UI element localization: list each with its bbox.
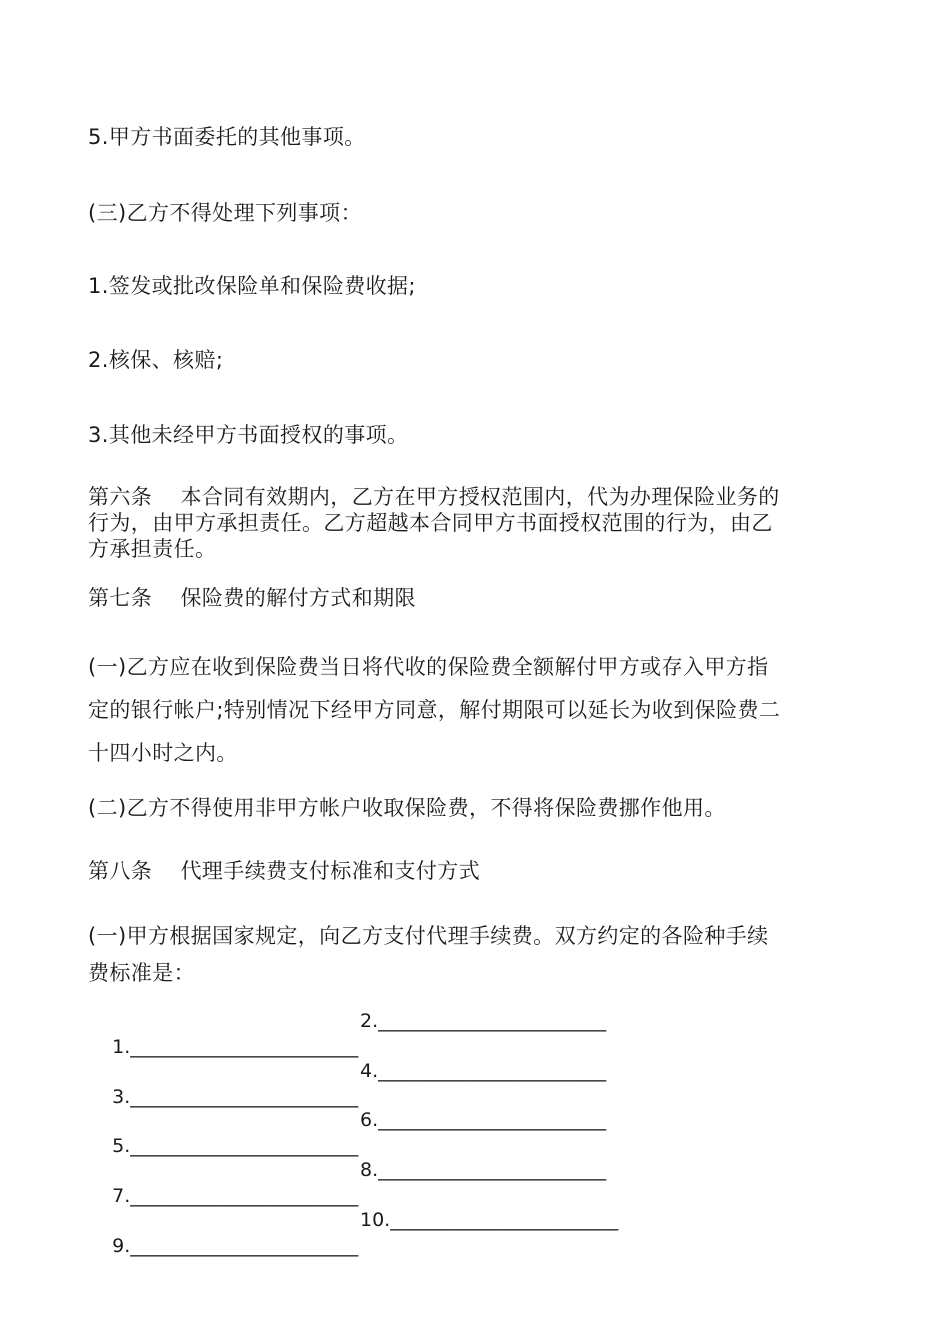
article-6-line: 行为，由甲方承担责任。乙方超越本合同甲方书面授权范围的行为，由乙 — [88, 511, 773, 535]
fee-blank-field[interactable]: 4.________________________ — [360, 1060, 607, 1082]
article-8-title: 第八条 代理手续费支付标准和支付方式 — [88, 859, 481, 883]
item-prohibited-2: 2.核保、核赔; — [88, 348, 224, 372]
article-7-title: 第七条 保险费的解付方式和期限 — [88, 586, 416, 610]
article-8-clause-1-line: (一)甲方根据国家规定，向乙方支付代理手续费。双方约定的各险种手续 — [88, 924, 769, 948]
article-7-clause-1 — [88, 646, 863, 775]
article-8-clause-1-line: 费标准是： — [88, 961, 195, 985]
article-7-clause-2: (二)乙方不得使用非甲方帐户收取保险费，不得将保险费挪作他用。 — [88, 796, 726, 820]
article-6 — [88, 484, 863, 562]
fee-blank-row — [88, 1207, 619, 1311]
fee-blank-field[interactable]: 7.________________________ — [112, 1185, 359, 1207]
fee-blank-field[interactable]: 6.________________________ — [360, 1109, 607, 1131]
article-7-clause-1-line: 定的银行帐户;特别情况下经甲方同意，解付期限可以延长为收到保险费二 — [88, 698, 781, 722]
fee-blank-field[interactable]: 3.________________________ — [112, 1086, 359, 1108]
article-6-line: 方承担责任。 — [88, 537, 217, 561]
fee-blank-field[interactable]: 10.________________________ — [360, 1209, 619, 1231]
item-prohibited-3: 3.其他未经甲方书面授权的事项。 — [88, 423, 409, 447]
article-7-clause-1-line: 十四小时之内。 — [88, 741, 238, 765]
fee-blank-field[interactable]: 1.________________________ — [112, 1036, 359, 1058]
article-7-clause-1-line: (一)乙方应在收到保险费当日将代收的保险费全额解付甲方或存入甲方指 — [88, 655, 769, 679]
fee-blank-field[interactable]: 9.________________________ — [112, 1235, 359, 1257]
fee-blank-field[interactable]: 2.________________________ — [360, 1010, 607, 1032]
article-8-clause-1 — [88, 918, 863, 992]
article-6-line: 第六条 本合同有效期内，乙方在甲方授权范围内，代为办理保险业务的 — [88, 485, 780, 509]
item-other-matters: 5.甲方书面委托的其他事项。 — [88, 125, 366, 149]
fee-blank-field[interactable]: 5.________________________ — [112, 1135, 359, 1157]
section-prohibited-heading: (三)乙方不得处理下列事项： — [88, 201, 362, 225]
item-prohibited-1: 1.签发或批改保险单和保险费收据; — [88, 274, 416, 298]
fee-blank-field[interactable]: 8.________________________ — [360, 1159, 607, 1181]
